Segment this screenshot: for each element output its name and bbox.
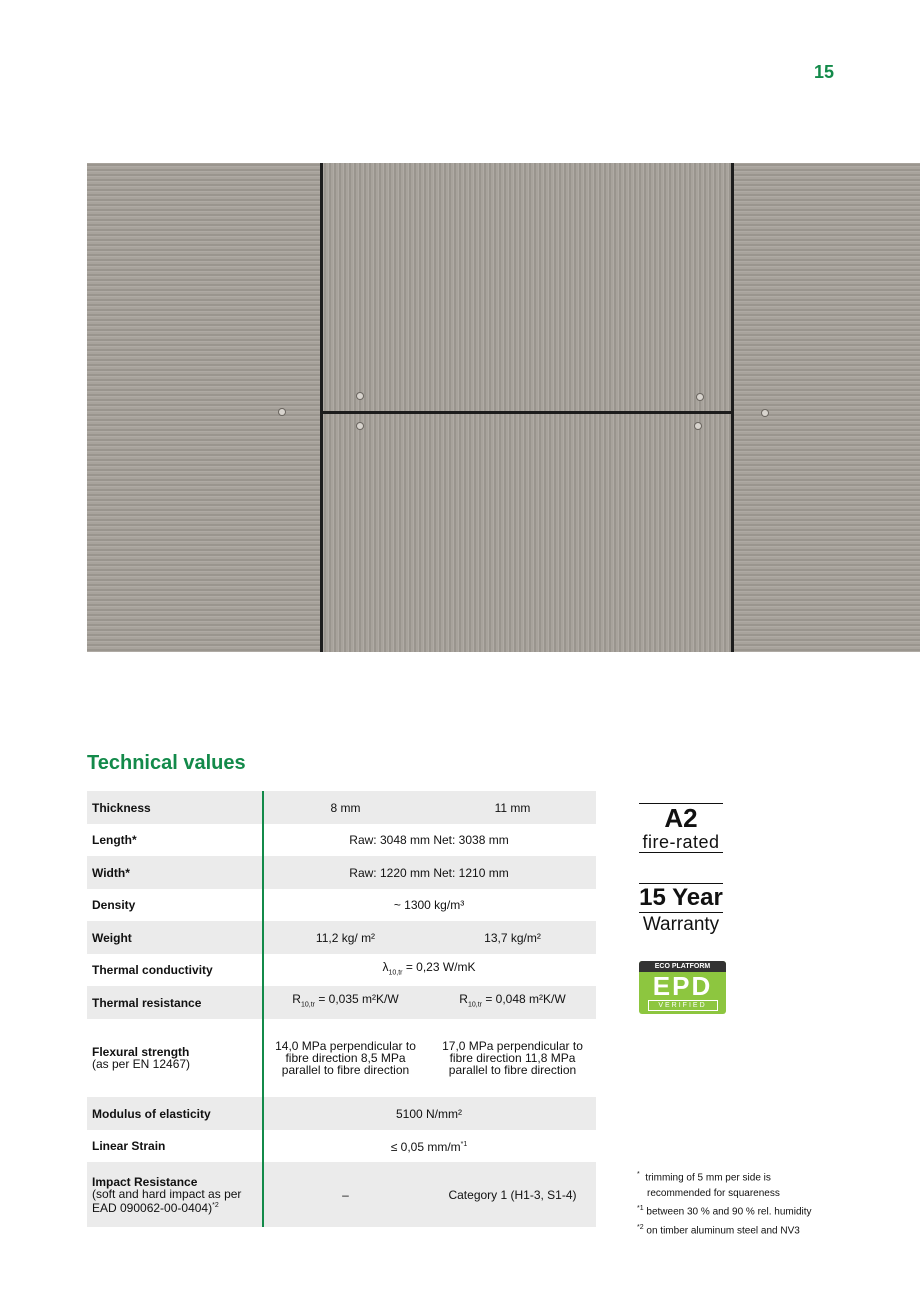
table-row: Weight 11,2 kg/ m² 13,7 kg/m²	[87, 921, 596, 954]
facade-panel-photo	[87, 163, 920, 652]
table-row: Length* Raw: 3048 mm Net: 3038 mm	[92, 833, 509, 847]
table-row: Impact Resistance (soft and hard impact as per EAD 090062-00-0404)$^{*2}$ – Category 1 (H1-3, S1-4)	[87, 1162, 596, 1227]
warranty-badge: 15 Year Warranty	[639, 884, 723, 935]
table-row: Modulus of elasticity 5100 N/mm²	[87, 1097, 596, 1130]
table-row: Thickness 8 mm 11 mm	[87, 791, 596, 824]
table-row: Thermal resistance $R_{10,tr} = 0,035$ m²K/W $R_{10,tr} = 0,048$ m²K/W	[87, 986, 596, 1019]
table-row: Linear Strain ≤ 0,05 $mm/m^{*1}$	[92, 1139, 468, 1154]
a2-fire-rated-badge: A2 fire-rated	[639, 803, 723, 853]
table-row: Density ~ 1300 kg/m³	[92, 898, 465, 912]
table-divider	[262, 791, 264, 1227]
footnote: $^{*2}$ on timber aluminum steel and NV3	[637, 1224, 800, 1237]
table-row: Width* Raw: 1220 mm Net: 1210 mm	[87, 856, 596, 889]
section-title: Technical values	[87, 752, 246, 774]
footnotes	[637, 1167, 812, 1239]
footnote: recommended for squareness	[647, 1187, 780, 1199]
footnote: * trimming of 5 mm per side is	[637, 1171, 771, 1184]
table-row: Flexural strength (as per EN 12467) 14,0 MPa perpendicular to fibre direction 8,5 MPa parallel to fibre direction 17,0 MPa perpendicular to fibre direction 11,8 MPa parallel to fibre direction	[92, 1039, 583, 1077]
footnote: $^{*1}$ between 30 % and 90 % rel. humidity	[637, 1205, 812, 1218]
epd-verified-logo: ECO PLATFORM EPD VERIFIED	[639, 961, 726, 1014]
page-number: 15	[813, 62, 834, 82]
table-row: Thermal conductivity $\lambda_{10,tr} = 0,23$ W/mK	[92, 959, 476, 977]
